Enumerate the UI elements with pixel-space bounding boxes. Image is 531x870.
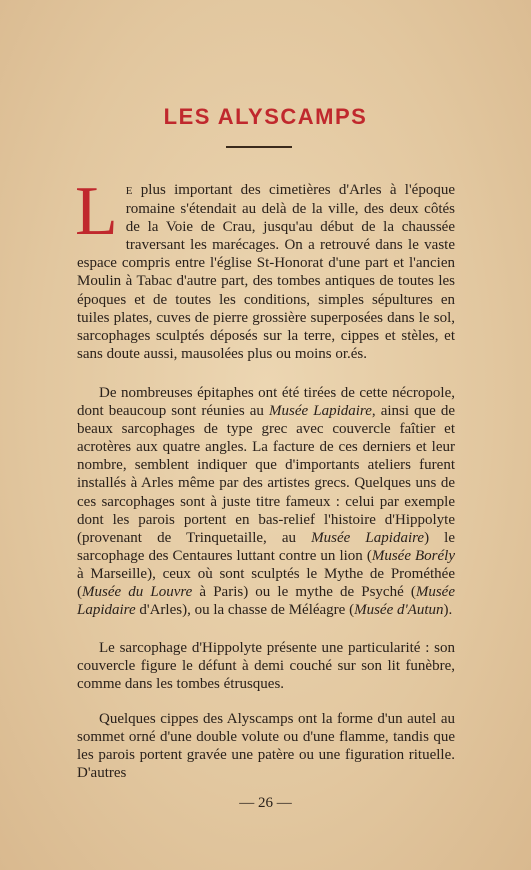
paragraph-2 [77,384,455,619]
drop-cap-continuation: E [125,185,133,197]
museum-name: Musée Lapidaire [77,584,455,619]
paragraph-4-text: Quelques cippes des Alyscamps ont la forme d'un autel au sommet orné d'une double volute ou d'une flamme, tandis que les parois portent gravée une patère ou une figuration rituelle. D'autres [77,711,455,782]
page-title: LES ALYSCAMPS [163,104,368,129]
drop-cap: L [75,173,118,250]
paragraph-2-text-e: à Paris) ou le mythe de Psyché ( [192,584,416,601]
paragraph-1-text: plus important des cimetières d'Arles à l'époque romaine s'étendait au delà de la ville, des deux côtés de la Voie de Crau, jusqu'au début de la chaussée traversant les marécages. On a retrouvé dans le vaste espace compris entre l'église St-Honorat d'une part et l'ancien Moulin à Tabac d'autre part, des tombes antiques de toutes les époques et de toutes les conditions, simples sépultures en tuiles plates, cuves de pierre grossière superposées dans le sol, sarcophages sculptés déposés sur la terre, cippes et stèles, et sans doute aussi, mausolées plus ou moins or.és. [77,182,455,362]
title-underline [226,146,292,148]
paragraph-3-text: Le sarcophage d'Hippolyte présente une particularité : son couvercle figure le défunt à demi couché sur son lit funèbre, comme dans les tombes étrusques. [77,640,455,693]
paragraph-1 [75,173,455,363]
paragraph-2-text-c: ) le sarcophage des Centaures luttant contre un lion ( [77,529,455,564]
paragraph-2-text-b: , ainsi que de beaux sarcophages de type grec avec couvercle faîtier et acrotères aux quatre angles. La facture de ces derniers et leur nombre, semblent indiquer que d'importants ateliers furent installés à Arles même par des artistes grecs. Quelques uns de ces sarcophages sont à juste titre fameux : celui par exemple dont les parois portent en bas-relief l'histoire d'Hippolyte (provenant de Trinquetaille, au [77,403,455,546]
paragraph-2-text-f: d'Arles), ou la chasse de Méléagre ( [135,602,355,619]
museum-name: Musée du Louvre [82,584,193,601]
museum-name: Musée Borély [371,547,455,564]
museum-name: Musée Lapidaire [311,529,425,546]
paragraph-2-text-g: ). [443,602,453,619]
museum-name: Musée Lapidaire [269,403,372,420]
page-number: — 26 — [239,795,292,811]
paragraph-3 [77,639,455,693]
paragraph-2-text-d: à Marseille), ceux où sont sculptés le Mythe de Prométhée ( [77,565,455,601]
paragraph-2-text-a: De nombreuses épitaphes ont été tirées de cette nécropole, dont beaucoup sont réunies au [77,385,455,420]
museum-name: Musée d'Autun [354,602,444,619]
paragraph-4 [77,710,455,782]
